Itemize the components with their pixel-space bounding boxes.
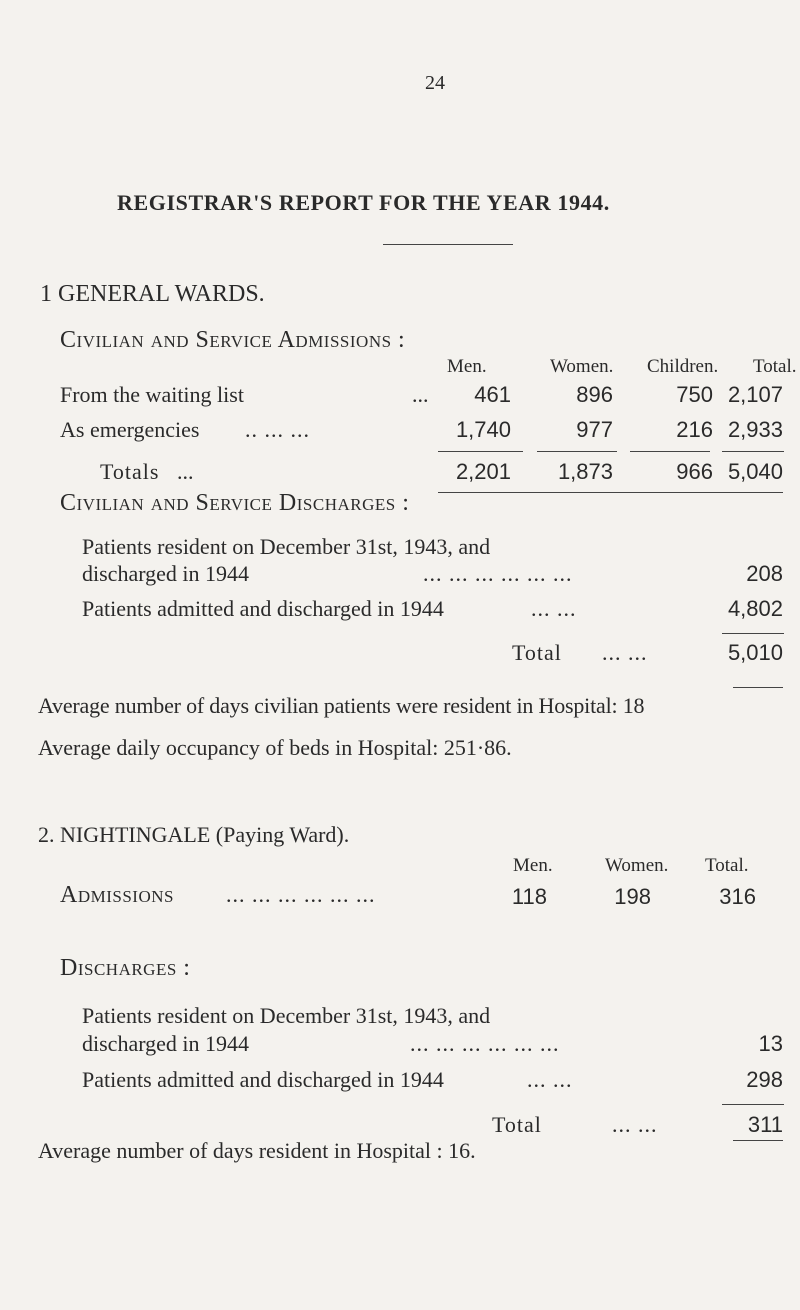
- leader-dots: ... ... ... ... ... ...: [410, 1031, 560, 1056]
- col-men: Men.: [447, 356, 487, 377]
- rule: [630, 451, 710, 452]
- admissions-men-value: 461: [474, 382, 511, 407]
- leader-dots: ... ... ... ... ... ...: [226, 882, 376, 907]
- rule: [438, 451, 523, 452]
- admissions-total-value: 2,933: [727, 417, 783, 442]
- section1-heading: 1 GENERAL WARDS.: [40, 281, 265, 307]
- rule: [733, 1140, 783, 1141]
- leader-dots: ... ...: [612, 1112, 658, 1137]
- totals-children-value: 966: [676, 459, 713, 484]
- admissions-total-value: 316: [719, 884, 756, 909]
- section2-heading: 2. NIGHTINGALE (Paying Ward).: [38, 822, 350, 847]
- discharge-line: discharged in 1944: [82, 1031, 250, 1056]
- admissions-children-value: 216: [676, 417, 713, 442]
- leader-dots: ... ... ... ... ... ...: [423, 561, 573, 586]
- col-women: Women.: [605, 855, 669, 876]
- title-divider: [383, 244, 513, 245]
- rule: [722, 633, 784, 634]
- discharge-total-value: 311: [747, 1112, 783, 1137]
- col-women: Women.: [550, 356, 614, 377]
- discharge-value: 208: [746, 561, 783, 586]
- admissions-women-value: 977: [576, 417, 613, 442]
- leader-dots: ... ...: [602, 640, 648, 665]
- discharge-value: 13: [758, 1031, 783, 1056]
- discharge-total-value: 5,010: [727, 640, 783, 665]
- admissions-children-value: 750: [676, 382, 713, 407]
- totals-men-value: 2,201: [455, 459, 511, 484]
- leader-dots: .. ... ...: [245, 417, 310, 442]
- discharges-heading: Discharges :: [60, 955, 191, 981]
- discharge-line: Patients admitted and discharged in 1944: [82, 1067, 444, 1092]
- admissions-men-value: 1,740: [455, 417, 511, 442]
- discharge-line: Patients resident on December 31st, 1943, and: [82, 534, 491, 559]
- admissions-heading: Civilian and Service Admissions :: [60, 327, 406, 353]
- totals-label: Totals: [100, 459, 160, 484]
- admissions-women-value: 198: [614, 884, 651, 909]
- discharge-line: Patients resident on December 31st, 1943, and: [82, 1003, 491, 1028]
- leader-dots: ... ...: [531, 596, 577, 621]
- leader-dots: ...: [177, 459, 194, 484]
- rule: [733, 687, 783, 688]
- admissions-label: Admissions: [60, 882, 174, 908]
- page-title: REGISTRAR'S REPORT FOR THE YEAR 1944.: [117, 190, 610, 215]
- col-children: Children.: [647, 356, 719, 377]
- avg-days-note: Average number of days civilian patients were resident in Hospital: 18: [38, 693, 645, 718]
- discharge-line: Patients admitted and discharged in 1944: [82, 596, 444, 621]
- discharge-value: 4,802: [727, 596, 783, 621]
- col-total: Total.: [753, 356, 797, 377]
- total-label: Total: [512, 640, 562, 665]
- rule: [722, 451, 784, 452]
- avg-occupancy-note: Average daily occupancy of beds in Hospital: 251·86.: [38, 735, 512, 760]
- rule: [438, 492, 783, 493]
- admissions-total-value: 2,107: [727, 382, 783, 407]
- discharge-value: 298: [746, 1067, 783, 1092]
- discharge-line: discharged in 1944: [82, 561, 250, 586]
- page-number: 24: [425, 72, 445, 94]
- total-label: Total: [492, 1112, 542, 1137]
- admissions-row-label: From the waiting list: [60, 382, 244, 407]
- leader-dots: ...: [412, 382, 429, 407]
- rule: [537, 451, 617, 452]
- totals-women-value: 1,873: [557, 459, 613, 484]
- admissions-men-value: 118: [511, 884, 547, 909]
- col-men: Men.: [513, 855, 553, 876]
- rule: [722, 1104, 784, 1105]
- totals-total-value: 5,040: [727, 459, 783, 484]
- discharges-heading: Civilian and Service Discharges :: [60, 490, 410, 516]
- avg-days-note: Average number of days resident in Hospital : 16.: [38, 1138, 476, 1163]
- col-total: Total.: [705, 855, 749, 876]
- admissions-row-label: As emergencies: [60, 417, 200, 442]
- leader-dots: ... ...: [527, 1067, 573, 1092]
- admissions-women-value: 896: [576, 382, 613, 407]
